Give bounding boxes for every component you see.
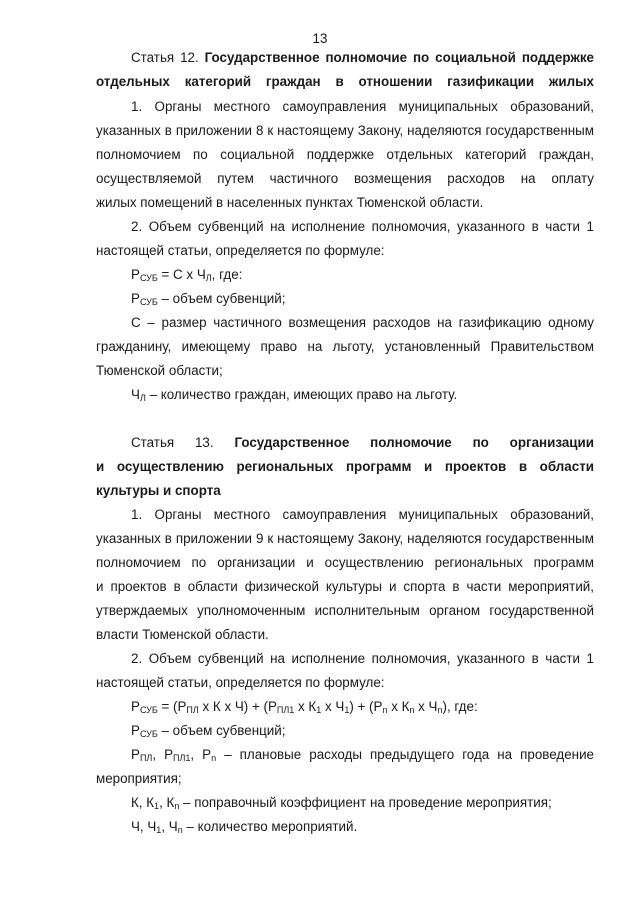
article13-formula: $Р_{СУБ} = (Р_{ПЛ}$ х К х $Ч) + (Р_{ПЛ1}$ х $К_1$ х $Ч_1) + (Р_n$ х $К_n$ х $Ч_n$), где: [131, 699, 478, 715]
article12-p2-line1: 2. Объем субвенций на исполнение полномочия, указанного в части 1 [131, 219, 594, 234]
article12-p1-line1: 1. Органы местного самоуправления муниципальных образований, [131, 99, 594, 114]
article13-def-subvention: $Р_{СУБ}$ – объем субвенций; [131, 723, 286, 739]
article12-p2-line2: настоящей статьи, определяется по формуле: [96, 243, 385, 258]
article12-heading-prefix: Статья 12. [131, 50, 205, 65]
article13-heading-bold1: Государственное полномочие по организации [234, 435, 594, 450]
article12-heading-bold1: Государственное полномочие по социальной поддержке [204, 50, 594, 65]
article13-def-planned-line1: $Р_{ПЛ}$, $Р_{ПЛ1}$, $Р_n$ – плановые расходы предыдущего года на проведение [131, 747, 594, 763]
article12-p1-line4: осуществляемой путем частичного возмещения расходов на оплату [96, 171, 594, 186]
article13-heading-line3: культуры и спорта [96, 483, 221, 498]
article13-p1-line4: и проектов в области физической культуры и спорта в части мероприятий, [96, 579, 594, 594]
article13-heading-line1 [131, 435, 594, 451]
article13-p1-line6: власти Тюменской области. [96, 627, 269, 642]
article13-p1-line3: полномочием по организации и осуществлению региональных программ [96, 555, 594, 570]
article13-def-coefficient: К, $К_1$, $К_n$ – поправочный коэффициент на проведение мероприятия; [131, 795, 552, 811]
article12-p1-line5: жилых помещений в населенных пунктах Тюменской области. [96, 195, 484, 210]
article13-heading-prefix: Статья 13. [131, 435, 235, 450]
article13-p2-line1: 2. Объем субвенций на исполнение полномочия, указанного в части 1 [131, 651, 594, 666]
article12-def-c-line3: Тюменской области; [96, 363, 223, 378]
article12-def-c-line1: С – размер частичного возмещения расходов на газификацию одному [131, 315, 594, 330]
article13-p1-line1: 1. Органы местного самоуправления муниципальных образований, [131, 507, 594, 522]
article13-p1-line2: указанных в приложении 9 к настоящему Закону, наделяются государственным [96, 531, 594, 546]
article13-p1-line5: утверждаемых уполномоченным исполнительным органом государственной [96, 603, 594, 618]
article13-def-planned-line2: мероприятия; [96, 771, 182, 786]
article12-p1-line3: полномочием по социальной поддержке отдельных категорий граждан, [96, 147, 594, 162]
article12-def-c-line2: гражданину, имеющему право на льготу, установленный Правительством [96, 339, 594, 354]
article12-p1-line2: указанных в приложении 8 к настоящему Закону, наделяются государственным [96, 123, 594, 138]
article12-def-ch: $Ч_Л$ – количество граждан, имеющих право на льготу. [131, 387, 458, 403]
article13-p2-line2: настоящей статьи, определяется по формуле: [96, 675, 385, 690]
article12-formula: $Р_{СУБ} = С$ х $Ч_Л$, где: [131, 267, 243, 283]
article12-heading-line2: отдельных категорий граждан в отношении газификации жилых [96, 74, 594, 89]
article12-heading-line1 [131, 50, 594, 66]
page-number: 13 [312, 31, 328, 46]
article13-def-events: Ч, $Ч_1$, $Ч_n$ – количество мероприятий. [131, 819, 358, 835]
article13-heading-line2: и осуществлению региональных программ и проектов в области [96, 459, 594, 474]
article12-def-subvention: $Р_{СУБ}$ – объем субвенций; [131, 291, 286, 307]
